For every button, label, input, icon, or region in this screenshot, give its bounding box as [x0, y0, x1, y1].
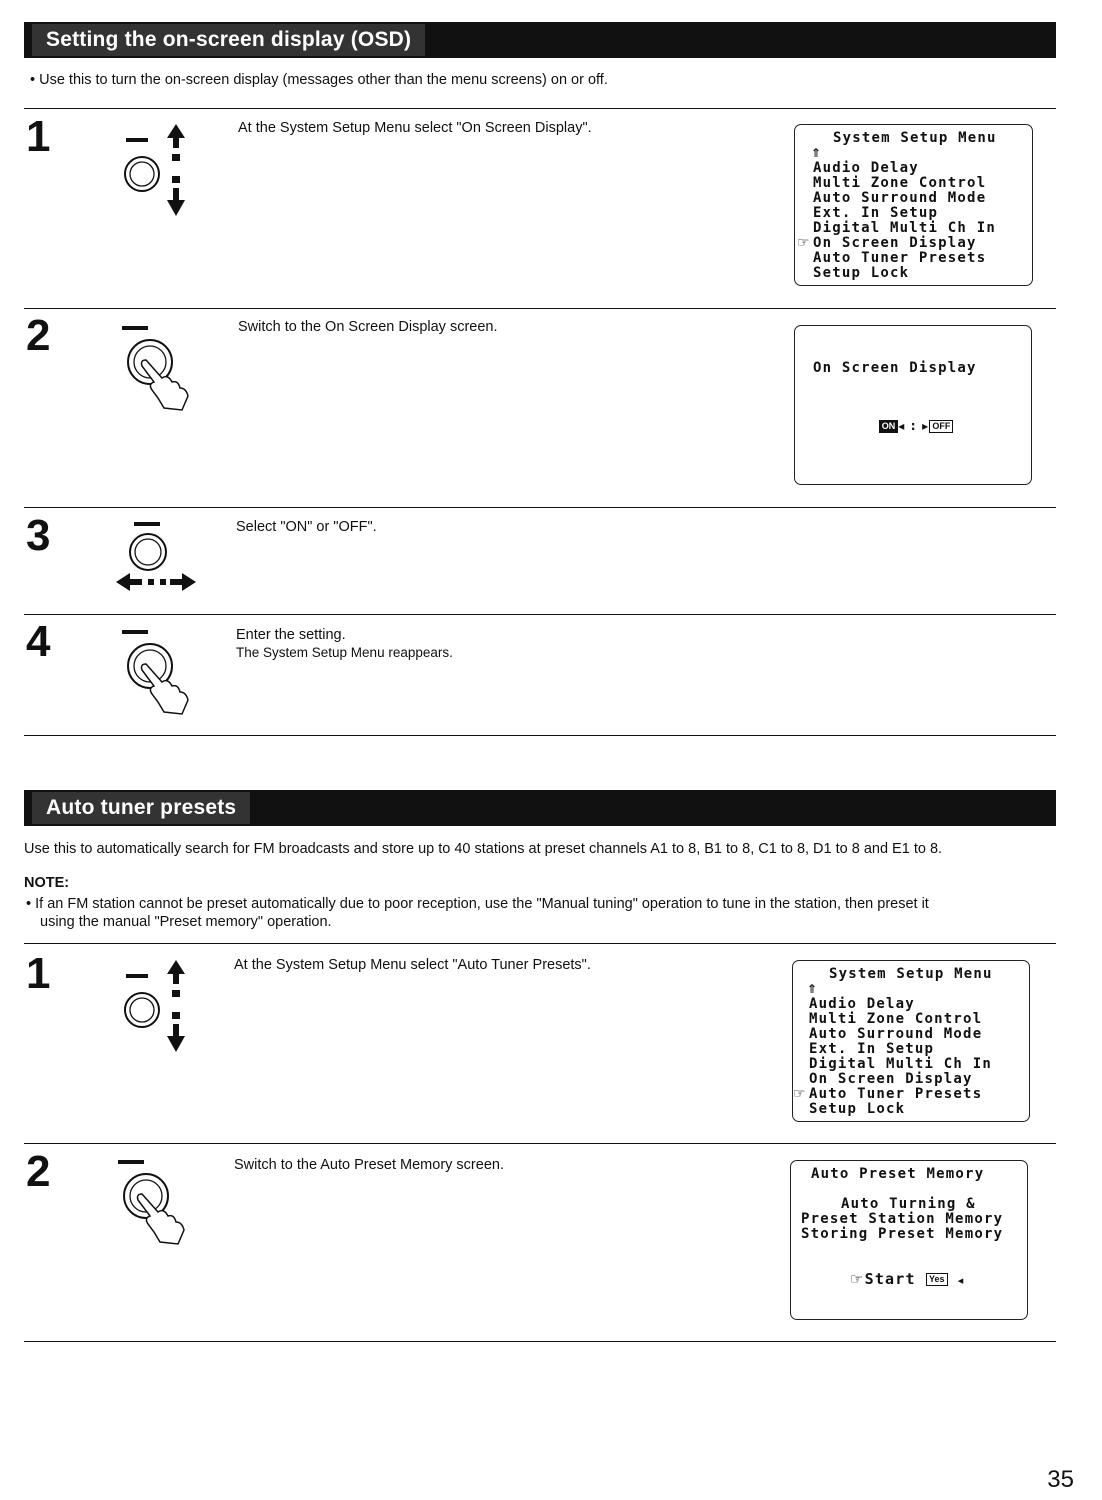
push-enter-press-icon: [118, 628, 198, 718]
osd-title: Auto Preset Memory: [811, 1166, 985, 1182]
osd-title: System Setup Menu: [833, 130, 997, 146]
step-number: 1: [26, 112, 51, 161]
yes-tag: Yes: [926, 1273, 948, 1286]
divider: [24, 614, 1056, 615]
osd-screen-on-screen-display: [794, 325, 1032, 485]
osd-line: Preset Station Memory: [801, 1211, 1004, 1227]
step-subtext: The System Setup Menu reappears.: [236, 645, 453, 660]
menu-item: On Screen Display: [809, 1071, 973, 1087]
step-instruction: Switch to the On Screen Display screen.: [238, 319, 498, 335]
page-number: 35: [1047, 1466, 1074, 1493]
menu-item-selected: On Screen Display: [813, 235, 977, 251]
step-instruction: At the System Setup Menu select "Auto Tuner Presets".: [234, 957, 591, 973]
on-option: ON: [879, 420, 899, 433]
intro-text: Use this to automatically search for FM broadcasts and store up to 40 stations at preset channels A1 to 8, B1 to 8, C1 to 8, D1 to 8 and E1 to 8.: [24, 841, 943, 857]
osd-screen-system-setup-menu: [792, 960, 1030, 1122]
divider: [24, 308, 1056, 309]
menu-item: Ext. In Setup: [809, 1041, 935, 1057]
step-instruction: Enter the setting.: [236, 627, 346, 643]
osd-line: Auto Turning &: [841, 1196, 976, 1212]
note-text: • If an FM station cannot be preset automatically due to poor reception, use the "Manual tuning" operation to tune in the station, then preset it: [26, 896, 929, 912]
step-number: 3: [26, 511, 51, 560]
push-enter-left-right-icon: [112, 520, 202, 594]
step-number: 1: [26, 949, 51, 998]
menu-item: Digital Multi Ch In: [809, 1056, 992, 1072]
push-enter-up-down-icon: [118, 958, 198, 1054]
step-number: 2: [26, 311, 51, 360]
menu-item: Audio Delay: [809, 996, 915, 1012]
cursor-hand-icon: ☞: [797, 235, 811, 251]
osd-title: On Screen Display: [813, 360, 977, 376]
on-off-selector: [845, 404, 953, 449]
divider: [24, 1143, 1056, 1144]
scroll-up-icon: ⇑: [811, 146, 823, 160]
scroll-up-icon: ⇑: [807, 982, 819, 996]
section-title: Setting the on-screen display (OSD): [32, 24, 425, 56]
start-option: [809, 1257, 964, 1303]
osd-screen-auto-preset-memory: [790, 1160, 1028, 1320]
cursor-hand-icon: ☞: [793, 1086, 807, 1102]
section-title: Auto tuner presets: [32, 792, 250, 824]
push-enter-press-icon: [118, 324, 198, 414]
divider: [24, 507, 1056, 508]
intro-text: • Use this to turn the on-screen display (messages other than the menu screens) on or off.: [30, 72, 608, 88]
step-number: 4: [26, 617, 51, 666]
start-label: Start: [864, 1270, 916, 1288]
menu-item: Auto Tuner Presets: [813, 250, 987, 266]
divider: [24, 943, 1056, 944]
menu-item: Audio Delay: [813, 160, 919, 176]
step-instruction: Select "ON" or "OFF".: [236, 519, 377, 535]
divider: [24, 1341, 1056, 1342]
osd-line: Storing Preset Memory: [801, 1226, 1004, 1242]
menu-item: Setup Lock: [813, 265, 910, 281]
step-instruction: At the System Setup Menu select "On Screen Display".: [238, 120, 592, 136]
menu-item: Auto Surround Mode: [809, 1026, 983, 1042]
push-enter-press-icon: [114, 1158, 194, 1248]
menu-item: Multi Zone Control: [809, 1011, 983, 1027]
note-label: NOTE:: [24, 875, 70, 891]
osd-screen-system-setup-menu: [794, 124, 1033, 286]
selector-separator: ◂ : ▸: [898, 419, 930, 433]
menu-item: Multi Zone Control: [813, 175, 987, 191]
divider: [24, 108, 1056, 109]
step-number: 2: [26, 1147, 51, 1196]
divider: [24, 735, 1056, 736]
section-header-osd: [24, 22, 1056, 58]
note-text: using the manual "Preset memory" operation.: [40, 914, 332, 930]
push-enter-up-down-icon: [118, 122, 198, 218]
menu-item: Digital Multi Ch In: [813, 220, 996, 236]
menu-item-selected: Auto Tuner Presets: [809, 1086, 983, 1102]
off-option: OFF: [929, 420, 953, 433]
osd-title: System Setup Menu: [829, 966, 993, 982]
section-header-auto-tuner: [24, 790, 1056, 826]
menu-item: Ext. In Setup: [813, 205, 939, 221]
left-arrow-icon: ◂: [957, 1274, 965, 1287]
step-instruction: Switch to the Auto Preset Memory screen.: [234, 1157, 504, 1173]
cursor-hand-icon: ☞: [849, 1270, 865, 1288]
menu-item: Auto Surround Mode: [813, 190, 987, 206]
menu-item: Setup Lock: [809, 1101, 906, 1117]
